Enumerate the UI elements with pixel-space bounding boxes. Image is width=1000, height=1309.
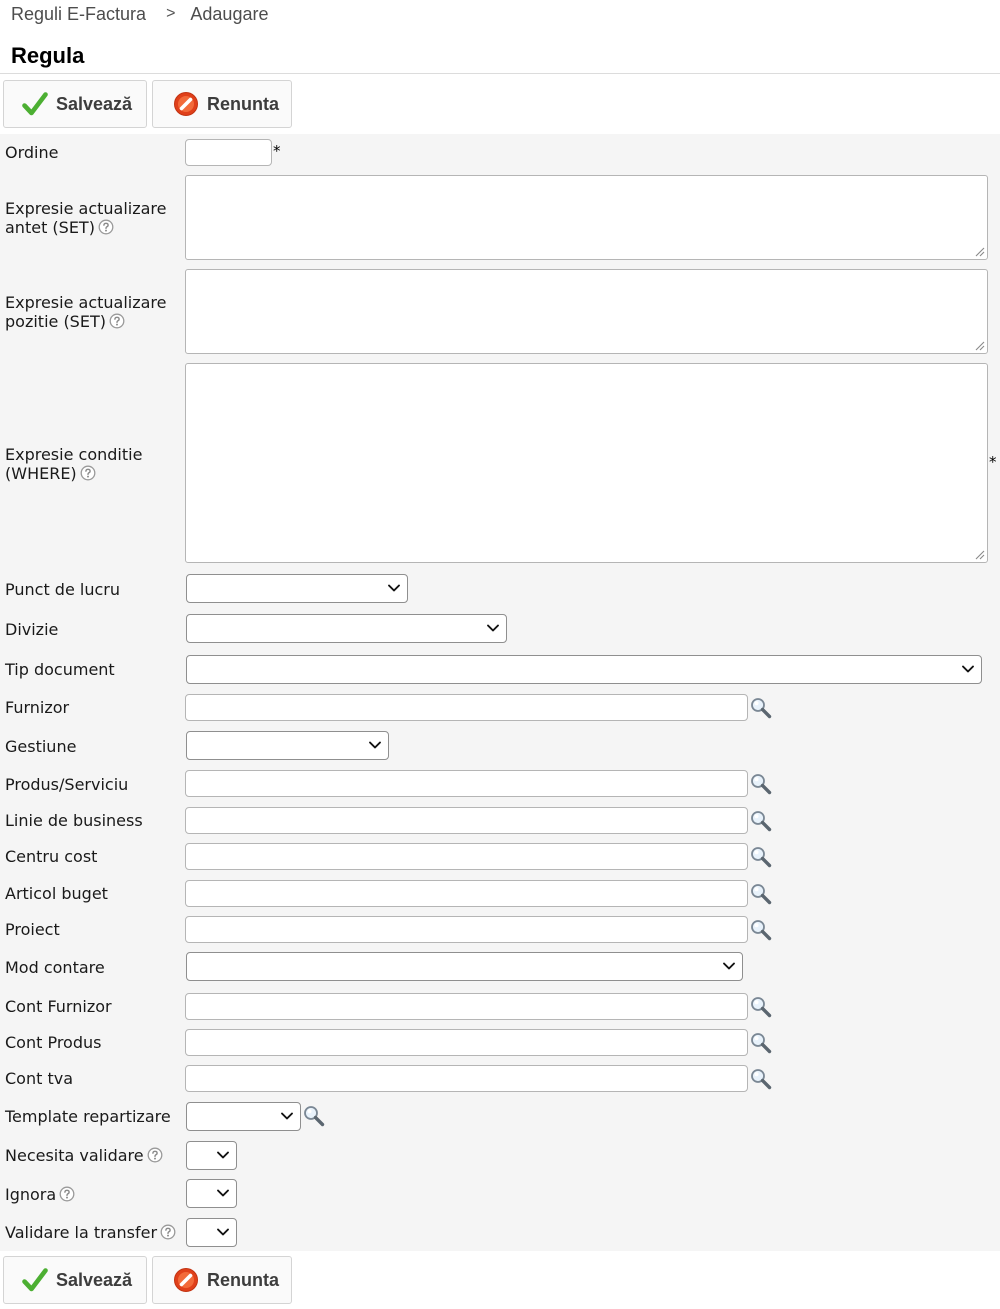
ignora-label xyxy=(5,1185,75,1204)
linie-business-input[interactable] xyxy=(185,807,748,834)
divizie-select[interactable] xyxy=(186,614,507,643)
validare-transfer-label xyxy=(5,1223,176,1242)
cancel-button[interactable] xyxy=(152,80,292,128)
mod-contare-label: Mod contare xyxy=(5,958,105,977)
chevron-down-icon xyxy=(216,1150,230,1160)
chevron-down-icon xyxy=(216,1227,230,1237)
chevron-down-icon xyxy=(722,961,736,971)
gestiune-label: Gestiune xyxy=(5,737,77,756)
conditie-label-line1: Expresie conditie xyxy=(5,445,143,464)
furnizor-label: Furnizor xyxy=(5,698,70,717)
divizie-label: Divizie xyxy=(5,620,59,639)
ignora-select[interactable] xyxy=(186,1179,237,1208)
centru-cost-label: Centru cost xyxy=(5,847,98,866)
necesita-validare-text: Necesita validare xyxy=(5,1146,144,1165)
magnifier-icon[interactable] xyxy=(749,1067,773,1091)
magnifier-icon[interactable] xyxy=(749,882,773,906)
furnizor-input[interactable] xyxy=(185,694,748,721)
validare-transfer-text: Validare la transfer xyxy=(5,1223,158,1242)
articol-buget-input[interactable] xyxy=(185,880,748,907)
conditie-label-line2: (WHERE) xyxy=(5,464,77,483)
conditie-expression-label xyxy=(5,445,142,483)
pozitie-expression-textarea[interactable] xyxy=(185,269,988,354)
cont-tva-input[interactable] xyxy=(185,1065,748,1092)
save-button[interactable] xyxy=(3,1256,147,1304)
magnifier-icon[interactable] xyxy=(749,845,773,869)
antet-label-line2: antet (SET) xyxy=(5,218,95,237)
help-icon[interactable] xyxy=(160,1224,176,1240)
centru-cost-input[interactable] xyxy=(185,843,748,870)
cont-furnizor-input[interactable] xyxy=(185,993,748,1020)
magnifier-icon[interactable] xyxy=(749,918,773,942)
no-entry-icon xyxy=(173,91,199,117)
magnifier-icon[interactable] xyxy=(749,696,773,720)
chevron-down-icon xyxy=(216,1188,230,1198)
magnifier-icon[interactable] xyxy=(749,772,773,796)
produs-label: Produs/Serviciu xyxy=(5,775,129,794)
page-title: Regula xyxy=(11,43,85,68)
help-icon[interactable] xyxy=(147,1147,163,1163)
cont-produs-label: Cont Produs xyxy=(5,1033,102,1052)
chevron-down-icon xyxy=(368,740,382,750)
resize-grip-icon[interactable] xyxy=(975,341,985,351)
save-button-label: Salvează xyxy=(56,1269,133,1290)
help-icon[interactable] xyxy=(109,313,125,329)
validare-transfer-select[interactable] xyxy=(186,1218,237,1247)
cancel-button[interactable] xyxy=(152,1256,292,1304)
resize-grip-icon[interactable] xyxy=(975,247,985,257)
necesita-validare-select[interactable] xyxy=(186,1141,237,1170)
breadcrumb-parent-link[interactable]: Reguli E-Factura xyxy=(11,4,147,24)
cont-furnizor-label: Cont Furnizor xyxy=(5,997,112,1016)
cont-produs-input[interactable] xyxy=(185,1029,748,1056)
cancel-button-label: Renunta xyxy=(207,1269,279,1290)
ordine-label: Ordine xyxy=(5,143,59,162)
tip-document-label: Tip document xyxy=(5,660,115,679)
punct-lucru-select[interactable] xyxy=(186,574,408,603)
chevron-down-icon xyxy=(961,664,975,674)
antet-expression-label xyxy=(5,199,167,237)
tip-document-select[interactable] xyxy=(186,655,982,684)
antet-expression-textarea[interactable] xyxy=(185,175,988,260)
breadcrumb xyxy=(11,4,268,26)
magnifier-icon[interactable] xyxy=(302,1104,326,1128)
produs-input[interactable] xyxy=(185,770,748,797)
cancel-button-label: Renunta xyxy=(207,93,279,114)
breadcrumb-separator: > xyxy=(166,5,176,22)
help-icon[interactable] xyxy=(80,465,96,481)
breadcrumb-current: Adaugare xyxy=(190,4,269,24)
mod-contare-select[interactable] xyxy=(186,952,743,981)
linie-business-label: Linie de business xyxy=(5,811,143,830)
chevron-down-icon xyxy=(387,583,401,593)
help-icon[interactable] xyxy=(59,1186,75,1202)
checkmark-icon xyxy=(22,91,48,117)
ordine-input[interactable] xyxy=(185,139,272,166)
gestiune-select[interactable] xyxy=(186,731,389,760)
necesita-validare-label xyxy=(5,1146,163,1165)
magnifier-icon[interactable] xyxy=(749,809,773,833)
no-entry-icon xyxy=(173,1267,199,1293)
pozitie-expression-label xyxy=(5,293,167,331)
pozitie-label-line2: pozitie (SET) xyxy=(5,312,106,331)
resize-grip-icon[interactable] xyxy=(975,550,985,560)
help-icon[interactable] xyxy=(98,219,114,235)
required-marker: * xyxy=(989,453,997,471)
proiect-input[interactable] xyxy=(185,916,748,943)
ignora-text: Ignora xyxy=(5,1185,57,1204)
conditie-expression-textarea[interactable] xyxy=(185,363,988,563)
template-repartizare-select[interactable] xyxy=(186,1102,301,1131)
template-repartizare-label: Template repartizare xyxy=(5,1107,171,1126)
magnifier-icon[interactable] xyxy=(749,1031,773,1055)
magnifier-icon[interactable] xyxy=(749,995,773,1019)
proiect-label: Proiect xyxy=(5,920,60,939)
title-divider xyxy=(0,73,1000,74)
chevron-down-icon xyxy=(486,623,500,633)
chevron-down-icon xyxy=(280,1111,294,1121)
punct-lucru-label: Punct de lucru xyxy=(5,580,120,599)
articol-buget-label: Articol buget xyxy=(5,884,108,903)
checkmark-icon xyxy=(22,1267,48,1293)
cont-tva-label: Cont tva xyxy=(5,1069,74,1088)
antet-label-line1: Expresie actualizare xyxy=(5,199,167,218)
pozitie-label-line1: Expresie actualizare xyxy=(5,293,167,312)
save-button-label: Salvează xyxy=(56,93,133,114)
required-marker: * xyxy=(273,142,281,160)
save-button[interactable] xyxy=(3,80,147,128)
